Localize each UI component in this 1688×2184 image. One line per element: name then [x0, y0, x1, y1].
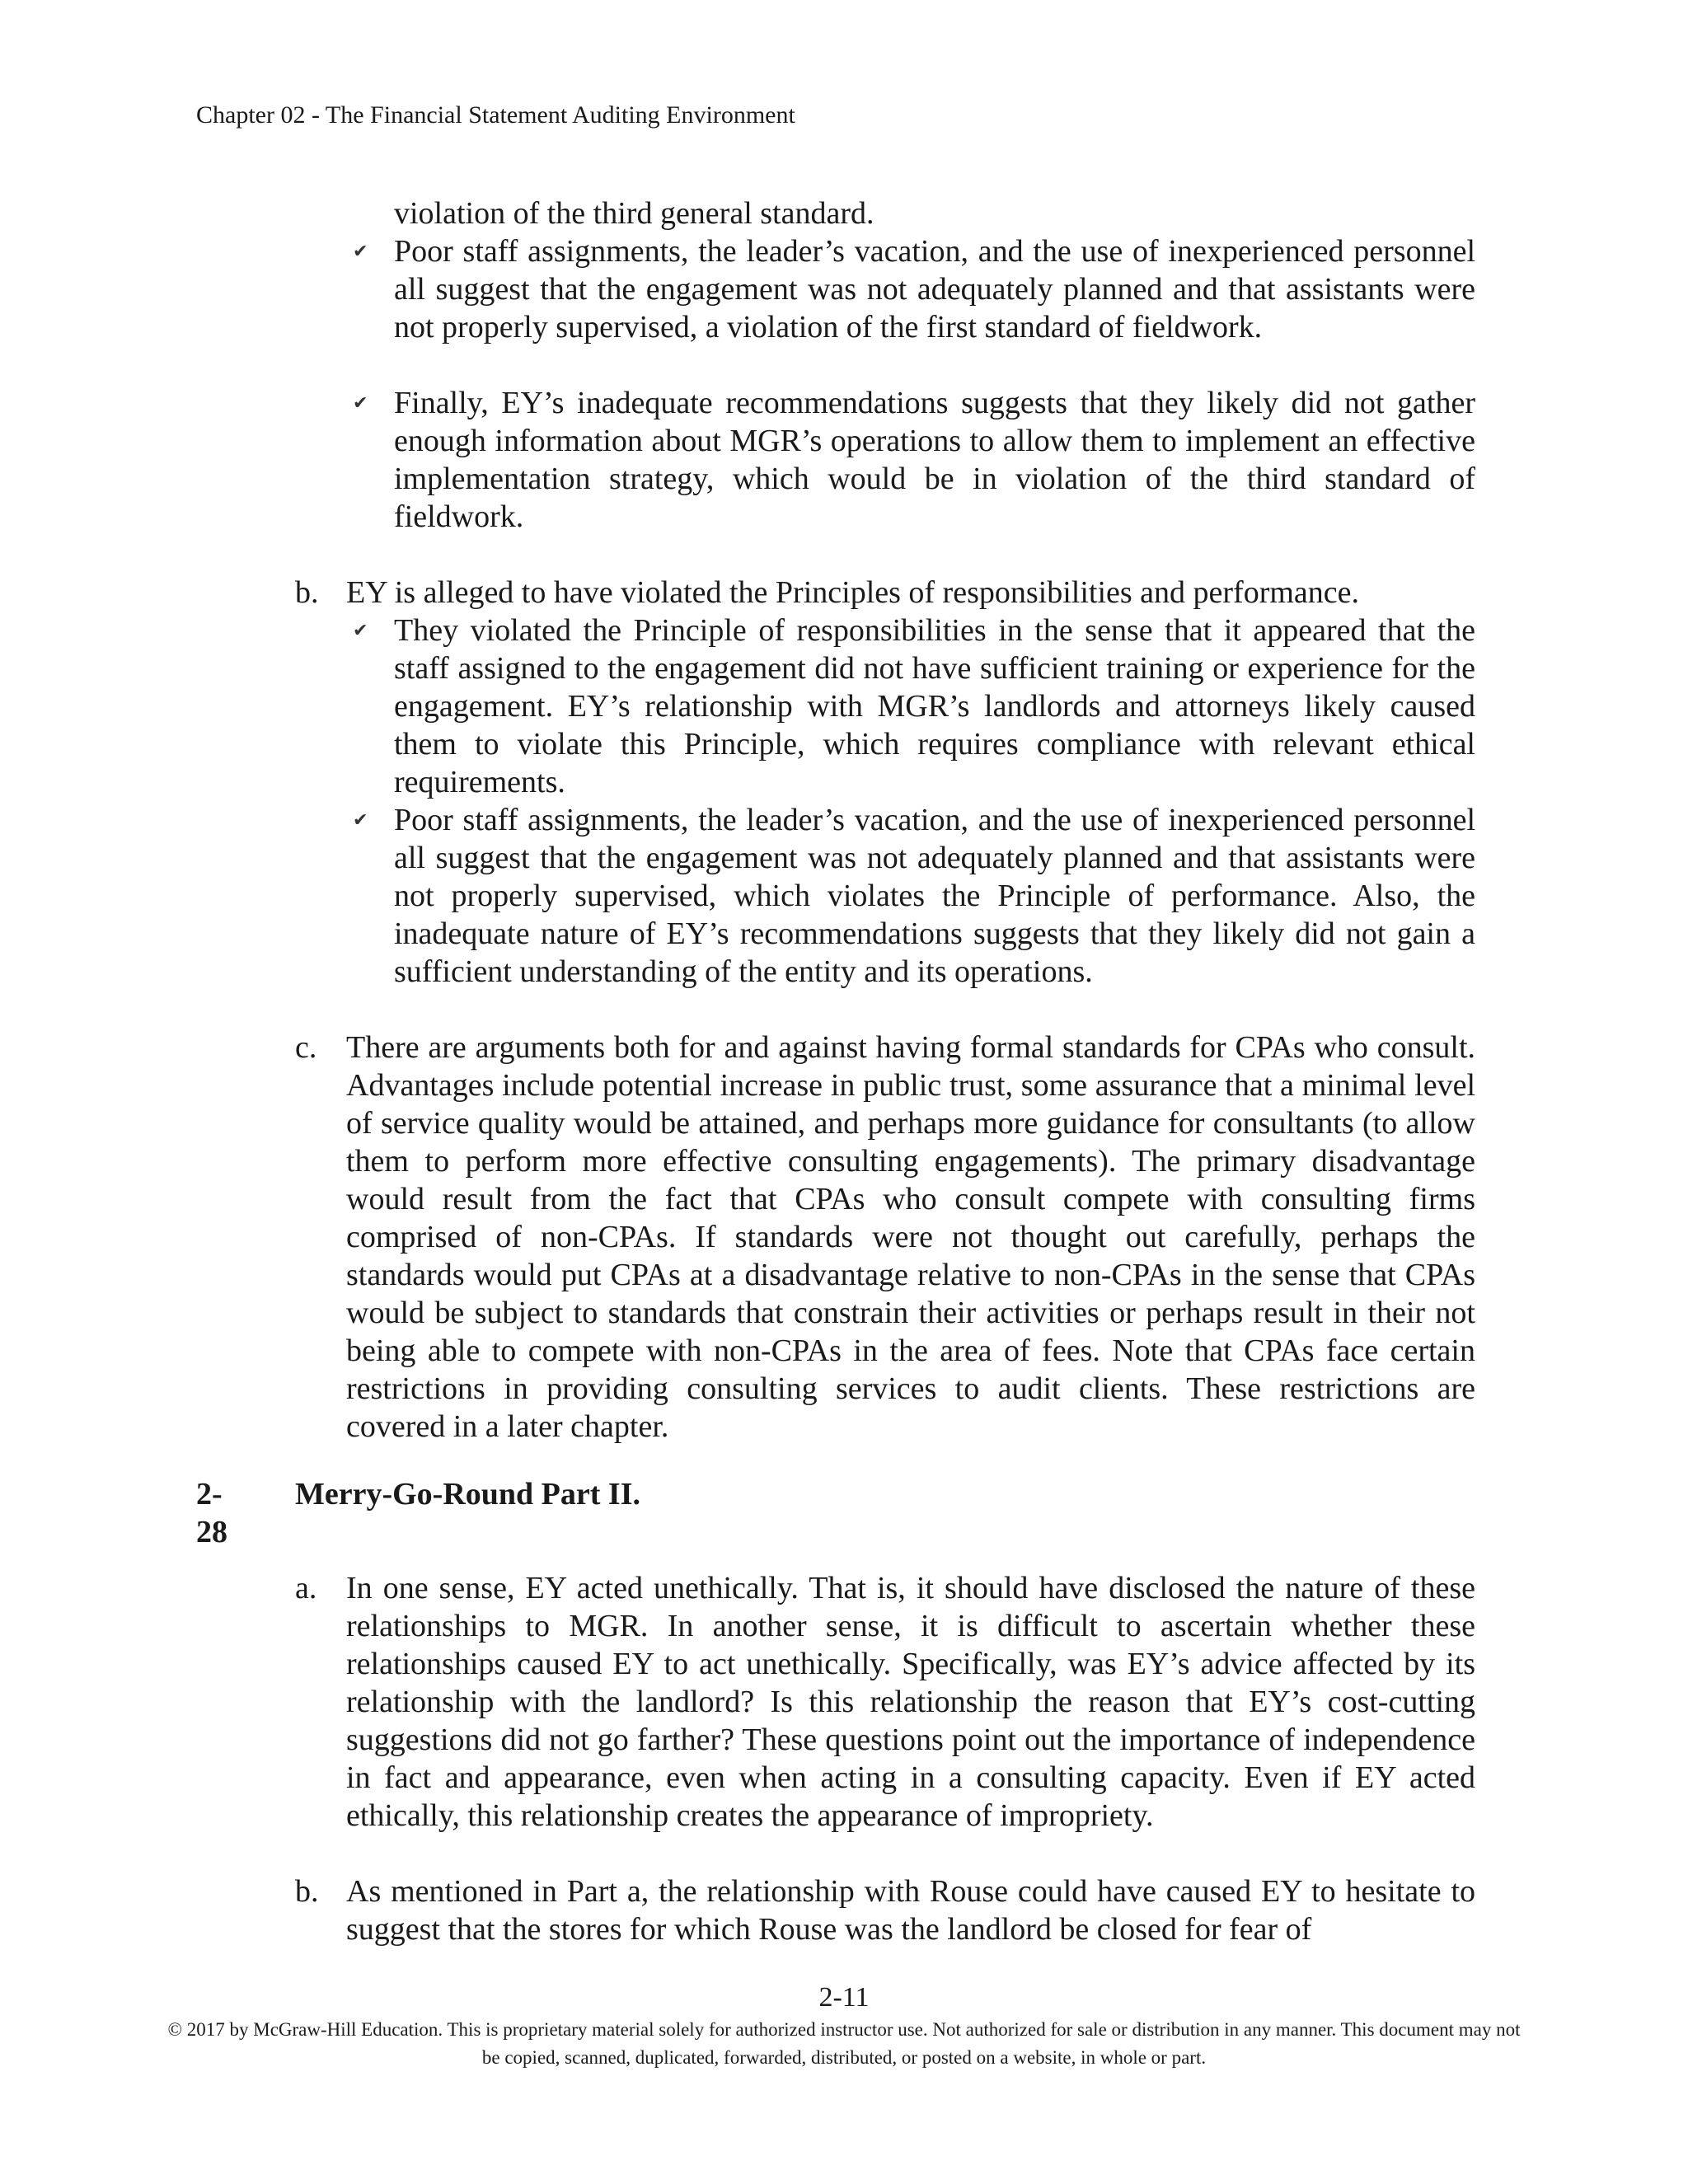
item-letter: b. — [295, 1874, 319, 1909]
item-letter: b. — [295, 575, 319, 610]
item-text: In one sense, EY acted unethically. That is, it should have disclosed the nature of these relationships to MGR. In another sense, it is difficult to ascertain whether these relationships caused EY to act unethically. Specifically, was EY’s advice affected by its relationship with the landlord? Is this relationship the reason that EY’s cost-cutting suggestions did not go farther? These questions point out the importance of independence in fact and appearance, even when acting in a consulting capacity. Even if EY acted ethically, this relationship creates the appearance of impropriety. — [346, 1571, 1475, 1833]
item-a — [295, 1569, 1475, 1835]
continuation-text: violation of the third general standard. — [394, 196, 874, 231]
section-title: Merry-Go-Round Part II. — [295, 1477, 640, 1511]
bullet-text: They violated the Principle of responsibilities in the sense that it appeared that the staff assigned to the engagement did not have sufficient training or experience for the engagement. EY’s relationship with MGR’s landlords and attorneys likely caused them to violate this Principle, which requires compliance with relevant ethical requirements. — [394, 613, 1475, 799]
item-letter: a. — [295, 1571, 317, 1605]
bullet-text: Poor staff assignments, the leader’s vacation, and the use of inexperienced personnel all suggest that the engagement was not adequately planned and that assistants were not properly supervised, which violates the Principle of performance. Also, the inadequate nature of EY’s recommendations suggests that they likely did not gain a sufficient understanding of the entity and its operations. — [394, 803, 1475, 989]
bullet-text: Poor staff assignments, the leader’s vacation, and the use of inexperienced personnel all suggest that the engagement was not adequately planned and that assistants were not properly supervised, a violation of the first standard of fieldwork. — [394, 234, 1475, 344]
tick-mark-icon: ✔ — [353, 620, 368, 640]
section-number: 2-28 — [196, 1477, 227, 1549]
copyright-footer: © 2017 by McGraw-Hill Education. This is proprietary material solely for authorized instructor use. Not authorized for sale or distribution in any manner. This document may not be copied, scanned, duplicated, forwarded, distributed, or posted on a website, in whole or part. — [167, 2019, 1521, 2068]
item-text: There are arguments both for and against having formal standards for CPAs who consult. Advantages include potential increase in public trust, some assurance that a minimal level of service quality would be attained, and perhaps more guidance for consultants (to allow them to perform more effective consulting engagements). The primary disadvantage would result from the fact that CPAs who consult compete with consulting firms comprised of non-CPAs. If standards were not thought out carefully, perhaps the standards would put CPAs at a disadvantage relative to non-CPAs in the sense that CPAs would be subject to standards that constrain their activities or perhaps result in their not being able to compete with non-CPAs in the area of fees. Note that CPAs face certain restrictions in providing consulting services to audit clients. These restrictions are covered in a later chapter. — [346, 1030, 1475, 1444]
item-letter: c. — [295, 1030, 317, 1065]
item-lead-text: EY is alleged to have violated the Principles of responsibilities and performance. — [346, 575, 1360, 610]
list-item — [353, 801, 1475, 991]
item-text: As mentioned in Part a, the relationship with Rouse could have caused EY to hesitate to suggest that the stores for which Rouse was the landlord be closed for fear of — [346, 1874, 1475, 1947]
tick-mark-icon: ✔ — [353, 392, 368, 413]
item-c — [295, 1029, 1475, 1446]
tick-mark-icon: ✔ — [353, 809, 368, 830]
list-item — [353, 232, 1475, 346]
list-item — [353, 384, 1475, 536]
page-number: 2-11 — [818, 1982, 870, 2013]
tick-mark-icon: ✔ — [353, 241, 368, 261]
chapter-header: Chapter 02 - The Financial Statement Auditing Environment — [196, 101, 795, 129]
bullet-text: Finally, EY’s inadequate recommendations suggests that they likely did not gather enough information about MGR’s operations to allow them to implement an effective implementation strategy, which would be in violation of the third standard of fieldwork. — [394, 386, 1475, 534]
list-item — [353, 612, 1475, 801]
item-b-2 — [295, 1872, 1475, 1948]
